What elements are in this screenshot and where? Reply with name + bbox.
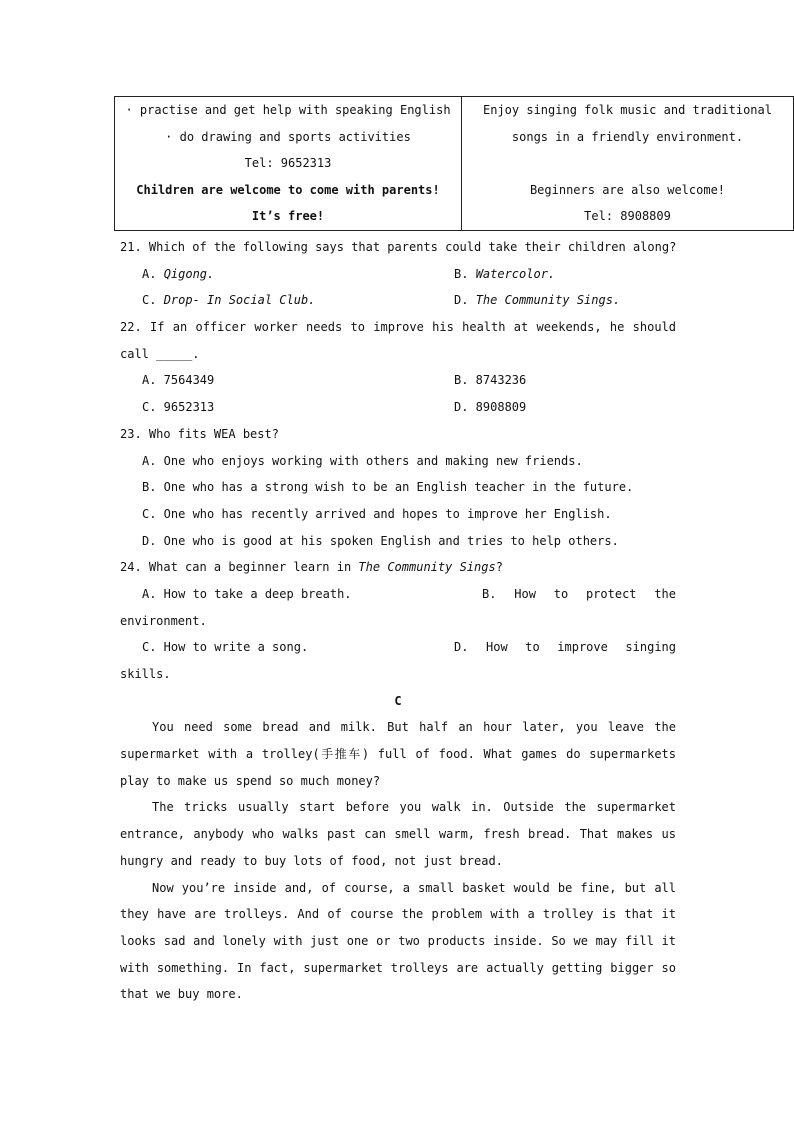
q22-option-b: B. 8743236 (454, 373, 527, 388)
q24-option-a: A. How to take a deep breath. (142, 586, 352, 601)
q23-option-b: B. One who has a strong wish to be an English teacher in the future. (142, 480, 634, 495)
sings-tel: Tel: 8908809 (584, 209, 671, 224)
ad-cell-community-sings (462, 97, 794, 231)
question-24-options-ab (120, 581, 676, 608)
sings-desc-line1: Enjoy singing folk music and traditional (483, 103, 772, 117)
q24-option-d-cont: skills. (120, 667, 171, 681)
q24-option-c: C. How to write a song. (142, 640, 309, 655)
q22-option-d: D. 8908809 (454, 400, 527, 415)
q23-option-a: A. One who enjoys working with others and making new friends. (142, 453, 583, 468)
p2-line1: The tricks usually start before you walk in. Outside the supermarket (152, 800, 676, 815)
wea-bullet-speaking: · practise and get help with speaking English (125, 103, 451, 117)
q23-option-d: D. One who is good at his spoken English and tries to help others. (142, 533, 619, 548)
q21-option-d: D. The Community Sings. (454, 293, 621, 308)
question-23-stem: 23. Who fits WEA best? (120, 426, 279, 441)
p2-line3: hungry and ready to buy lots of food, not just bread. (120, 853, 503, 868)
p3-line5: that we buy more. (120, 987, 243, 1002)
sings-blank-line (462, 150, 793, 177)
question-24-options-cd (120, 634, 676, 661)
question-22-stem-line2: call _____. (120, 346, 200, 361)
question-24-stem: 24. What can a beginner learn in The Community Sings? (120, 560, 503, 575)
q23-option-c: C. One who has recently arrived and hopes to improve her English. (142, 506, 612, 521)
question-21-options-ab (120, 261, 676, 288)
sings-beginners-note: Beginners are also welcome! (529, 182, 726, 197)
question-22-options-cd (120, 394, 676, 421)
q21-option-a: A. Qigong. (142, 266, 215, 281)
wea-children-note: Children are welcome to come with parents! (136, 182, 440, 197)
p3-line3: looks sad and lonely with just one or two products inside. So we may fill it (120, 933, 676, 948)
passage-paragraph-2 (120, 794, 676, 874)
p1-line3: play to make us spend so much money? (120, 773, 381, 788)
passage-paragraph-1 (120, 714, 676, 794)
ad-cell-wea (115, 97, 462, 231)
p2-line2: entrance, anybody who walks past can smell warm, fresh bread. That makes us (120, 827, 676, 842)
section-c-heading: C (394, 693, 402, 708)
p3-line1: Now you’re inside and, of course, a small basket would be fine, but all (152, 880, 676, 895)
q24-option-b: B. How to protect the (482, 586, 676, 601)
wea-free-note: It’s free! (251, 209, 325, 224)
question-21-stem: 21. Which of the following says that parents could take their children along? (120, 240, 677, 254)
question-22-stem-line1: 22. If an officer worker needs to improve his health at weekends, he should (120, 320, 676, 335)
question-22-options-ab (120, 367, 676, 394)
q24-option-b-cont: environment. (120, 613, 207, 628)
q21-option-c: C. Drop- In Social Club. (142, 293, 316, 308)
wea-bullet-drawing: · do drawing and sports activities (165, 129, 411, 144)
questions-and-passage (120, 234, 676, 1008)
p3-line2: they have are trolleys. And of course the problem with a trolley is that it (120, 907, 676, 922)
p3-line4: with something. In fact, supermarket trolleys are actually getting bigger so (120, 960, 676, 975)
p1-line1: You need some bread and milk. But half an hour later, you leave the (152, 720, 676, 735)
wea-tel: Tel: 9652313 (244, 156, 332, 171)
q22-option-a: A. 7564349 (142, 373, 215, 388)
q24-option-d: D. How to improve singing (454, 640, 676, 655)
p1-line2: supermarket with a trolley(手推车) full of food. What games do supermarkets (120, 747, 676, 762)
sings-desc-line2: songs in a friendly environment. (511, 129, 744, 144)
q22-option-c: C. 9652313 (142, 400, 215, 415)
q21-option-b: B. Watercolor. (454, 266, 556, 281)
passage-paragraph-3 (120, 875, 676, 1008)
ad-table (114, 96, 794, 231)
question-21-options-cd (120, 287, 676, 314)
